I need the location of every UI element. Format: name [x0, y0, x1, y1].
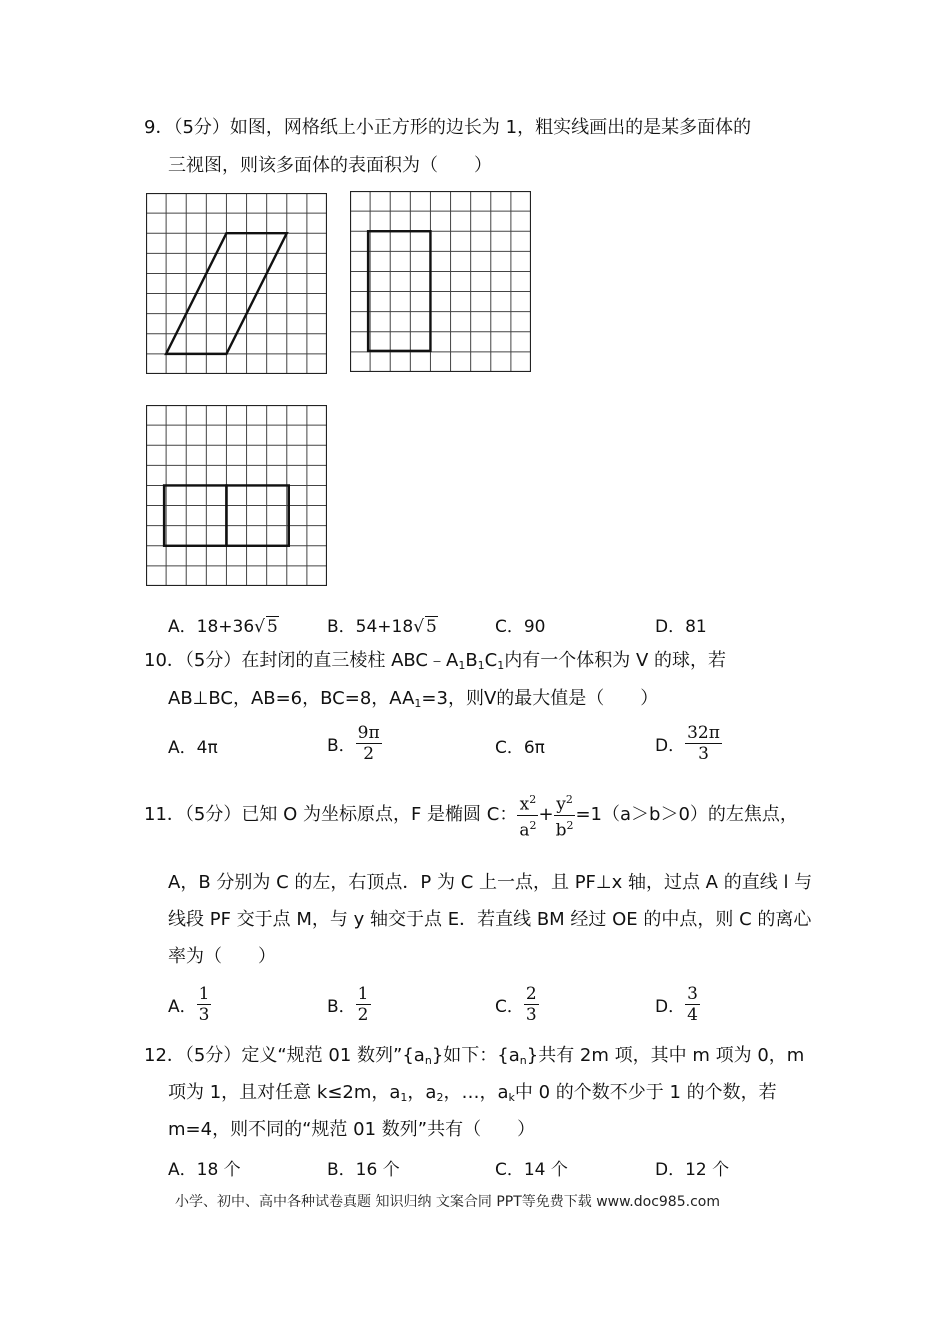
- front-view-grid: [146, 193, 327, 374]
- q12-line1: 12．（5分）定义“规范 01 数列$”\{a_n\}$如下：$\{a_n\}$共有 2m 项，其中 m 项为 0，m: [144, 1045, 805, 1067]
- q10-option-d[interactable]: D． $\frac{32\pi}{3}$: [655, 723, 720, 764]
- q11-line1: 11．（5分）已知 O 为坐标原点，F 是椭圆 C： $\frac{x^2}{a^2}$ + $\frac{y^2}{b^2}$ =1（a＞b＞0）的左焦点，: [144, 790, 798, 840]
- top-view-grid: [146, 405, 327, 586]
- q9-line2: 三视图，则该多面体的表面积为（ ）: [168, 155, 492, 176]
- q9-option-a[interactable]: A．18+36√ 5: [168, 617, 278, 637]
- q12-option-b[interactable]: B．16 个: [327, 1160, 400, 1180]
- q11-line4: 率为（ ）: [168, 946, 276, 967]
- q12-line3: m=4，则不同的“规范 01 数列”共有（ ）: [168, 1119, 536, 1140]
- q10-option-a[interactable]: A．4π: [168, 738, 218, 758]
- q9-option-c[interactable]: C．90: [495, 617, 546, 637]
- q12-line2: 项为 1，且对任意 k≤2m，$a_1$，$a_2$，…，$a_k$中 0 的个数不少于 1 的个数，若: [168, 1082, 777, 1104]
- q12-option-a[interactable]: A．18 个: [168, 1160, 241, 1180]
- side-view-grid: [350, 191, 531, 372]
- q12-option-d[interactable]: D．12 个: [655, 1160, 730, 1180]
- footer-text[interactable]: 小学、初中、高中各种试卷真题 知识归纳 文案合同 PPT等免费下载 www.doc985.com: [175, 1194, 720, 1210]
- q9-option-d[interactable]: D．81: [655, 617, 707, 637]
- right-rectangle-shape: [226, 485, 288, 545]
- q11-option-a[interactable]: A． $\frac{1}{3}$: [168, 984, 210, 1025]
- left-rectangle-shape: [164, 485, 226, 545]
- q10-option-c[interactable]: C．6π: [495, 738, 545, 758]
- q11-option-c[interactable]: C． $\frac{2}{3}$: [495, 984, 537, 1025]
- q9-line1: 9．（5分）如图，网格纸上小正方形的边长为 1，粗实线画出的是某多面体的: [144, 117, 752, 138]
- q10-line1: 10．（5分）在封闭的直三棱柱 $ABC﹣A_1B_1C_1$内有一个体积为 V 的球，若: [144, 650, 727, 672]
- q11-option-d[interactable]: D． $\frac{3}{4}$: [655, 984, 698, 1025]
- q12-option-c[interactable]: C．14 个: [495, 1160, 568, 1180]
- q9-option-b[interactable]: B．54+18√ 5: [327, 617, 437, 637]
- q10-line2: AB⊥BC，AB=6，BC=8，$AA_1=3$，则V的最大值是（ ）: [168, 688, 659, 710]
- q11-option-b[interactable]: B． $\frac{1}{2}$: [327, 984, 369, 1025]
- q11-line3: 线段 PF 交于点 M，与 y 轴交于点 E．若直线 BM 经过 OE 的中点，则 C 的离心: [168, 909, 812, 930]
- q11-line2: A，B 分别为 C 的左，右顶点．P 为 C 上一点，且 PF⊥x 轴，过点 A 的直线 l 与: [168, 872, 813, 893]
- q10-option-b[interactable]: B． $\frac{9\pi}{2}$: [327, 723, 380, 764]
